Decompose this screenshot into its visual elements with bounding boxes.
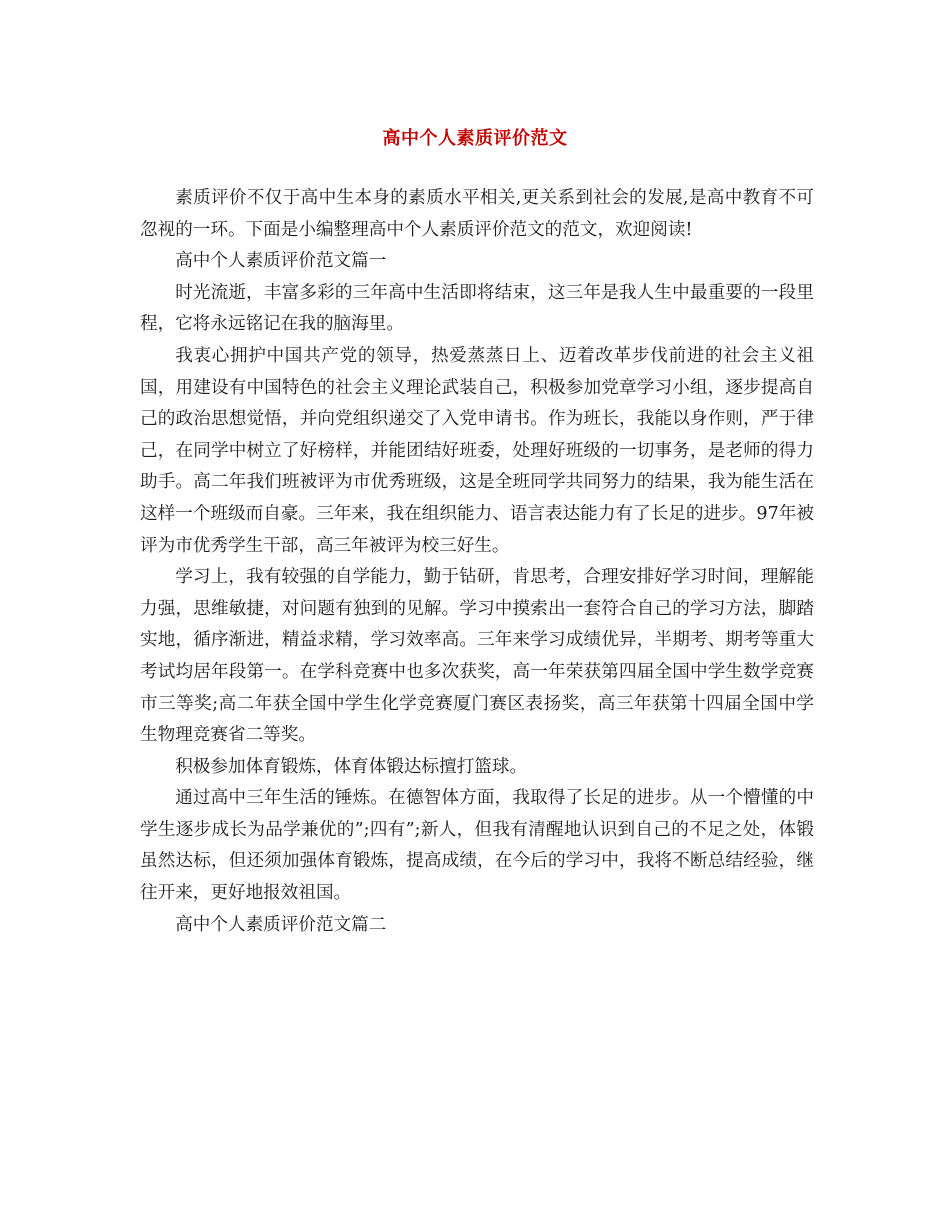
body-paragraph: 我衷心拥护中国共产党的领导，热爱蒸蒸日上、迈着改革步伐前进的社会主义祖国，用建设有中国特色的社会主义理论武装自己，积极参加党章学习小组，逐步提高自己的政治思想觉悟，并向党组织递交了入党申请书。作为班长，我能以身作则，严于律己，在同学中树立了好榜样，并能团结好班委，处理好班级的一切事务，是老师的得力助手。高二年我们班被评为市优秀班级，这是全班同学共同努力的结果，我为能生活在这样一个班级而自豪。三年来，我在组织能力、语言表达能力有了长足的进步。97年被评为市优秀学生干部，高三年被评为校三好生。: [140, 345, 814, 556]
section-heading-one: 高中个人素质评价范文篇一: [175, 251, 387, 272]
body-paragraph: 通过高中三年生活的锤炼。在德智体方面，我取得了长足的进步。从一个懵懂的中学生逐步成长为品学兼优的”;四有”;新人，但我有清醒地认识到自己的不足之处，体锻虽然达标，但还须加强体育锻炼，提高成绩，在今后的学习中，我将不断总结经验，继往开来，更好地报效祖国。: [140, 788, 814, 904]
body-paragraph: 积极参加体育锻炼，体育体锻达标擅打篮球。: [175, 756, 528, 777]
document-body: [140, 183, 814, 941]
body-paragraph: 学习上，我有较强的自学能力，勤于钻研，肯思考，合理安排好学习时间，理解能力强，思维敏捷，对问题有独到的见解。学习中摸索出一套符合自己的学习方法，脚踏实地，循序渐进，精益求精，学习效率高。三年来学习成绩优异，半期考、期考等重大考试均居年段第一。在学科竞赛中也多次获奖，高一年荣获第四届全国中学生数学竞赛市三等奖;高二年获全国中学生化学竞赛厦门赛区表扬奖，高三年获第十四届全国中学生物理竞赛省二等奖。: [140, 567, 814, 746]
body-paragraph: 时光流逝，丰富多彩的三年高中生活即将结束，这三年是我人生中最重要的一段里程，它将永远铭记在我的脑海里。: [140, 282, 814, 335]
intro-paragraph: 素质评价不仅于高中生本身的素质水平相关,更关系到社会的发展,是高中教育不可忽视的一环。下面是小编整理高中个人素质评价范文的范文，欢迎阅读!: [140, 188, 814, 240]
section-heading-two: 高中个人素质评价范文篇二: [175, 914, 387, 935]
document-title: 高中个人素质评价范文: [382, 128, 568, 149]
